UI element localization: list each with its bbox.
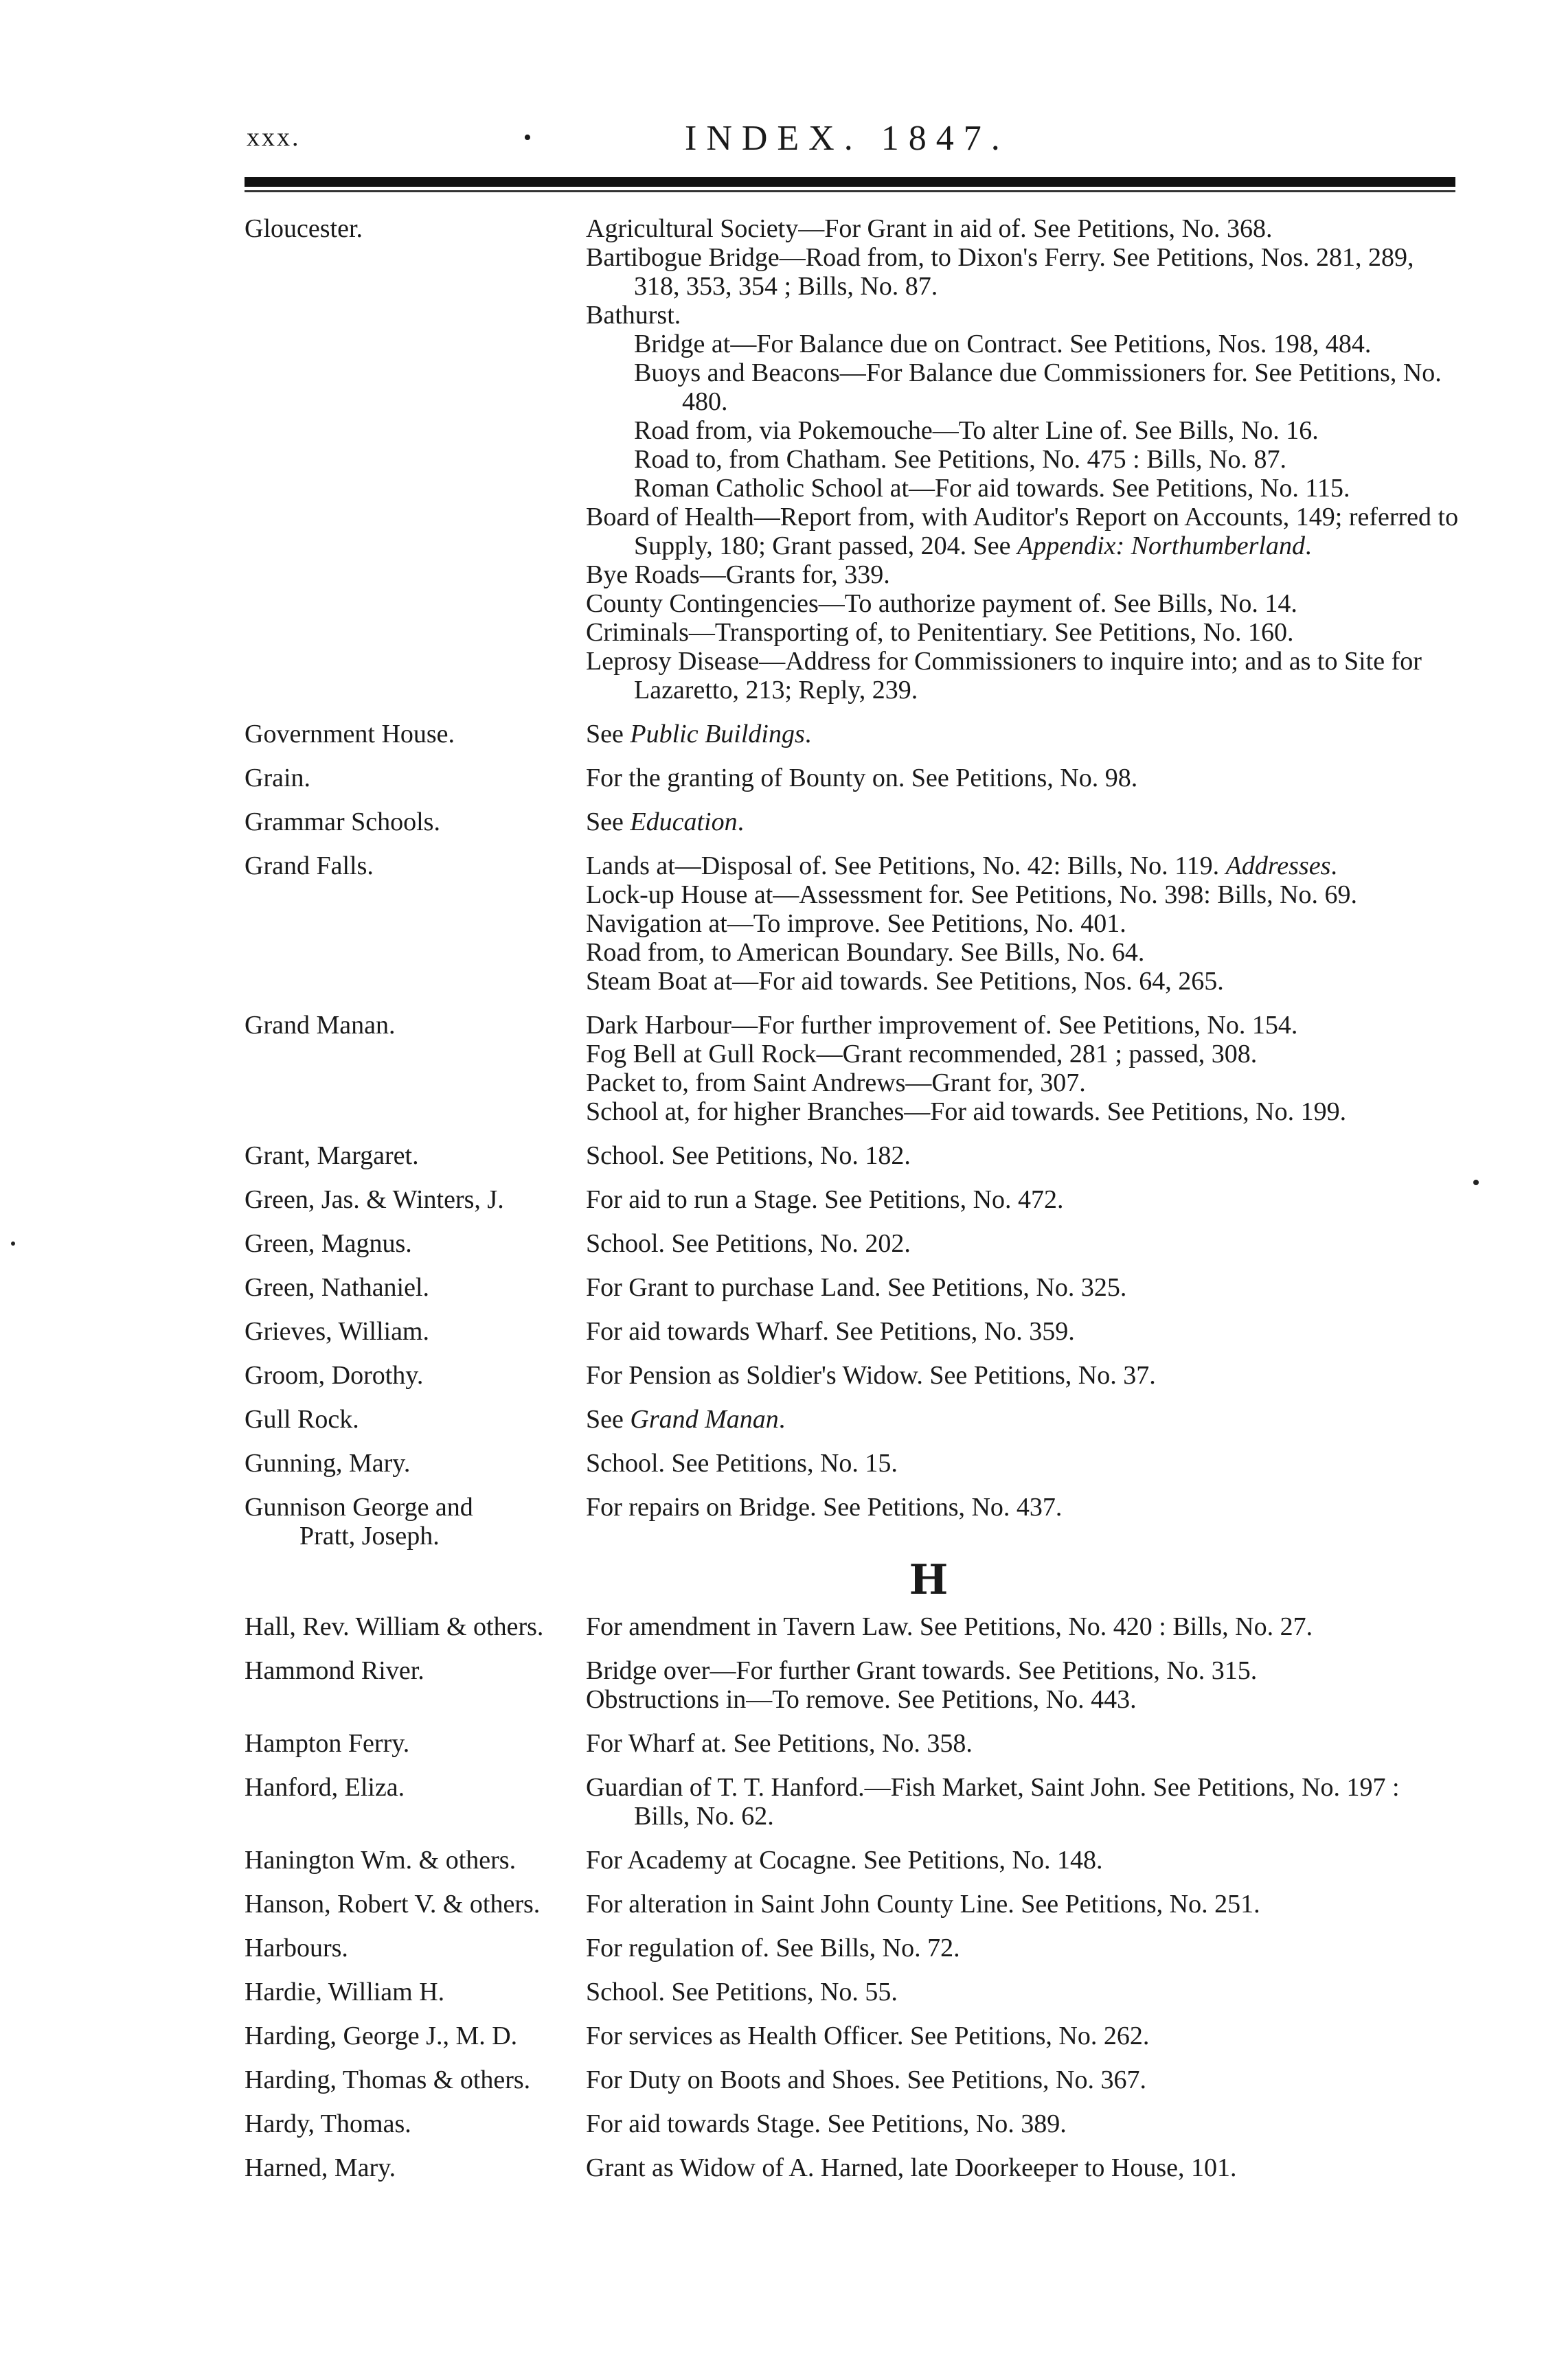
entry-line: Dark Harbour—For further improvement of. See Petitions, No. 154. bbox=[586, 1011, 1298, 1040]
index-entry bbox=[245, 1405, 1460, 1434]
entry-heading: Harned, Mary. bbox=[245, 2153, 396, 2182]
entry-description bbox=[586, 214, 1460, 705]
index-entry bbox=[245, 1978, 1460, 2006]
entry-heading: Grand Manan. bbox=[245, 1011, 396, 1040]
entry-line: For Wharf at. See Petitions, No. 358. bbox=[586, 1729, 973, 1758]
entry-line: See Education. bbox=[586, 808, 745, 836]
entry-description bbox=[586, 1612, 1460, 1641]
entry-description bbox=[586, 720, 1460, 748]
entry-line: School. See Petitions, No. 202. bbox=[586, 1229, 911, 1258]
entry-line: Criminals—Transporting of, to Penitentiary. See Petitions, No. 160. bbox=[586, 618, 1294, 647]
entry-description bbox=[586, 1361, 1460, 1390]
entry-line: See Public Buildings. bbox=[586, 720, 812, 748]
entry-description bbox=[586, 1493, 1460, 1551]
index-entry bbox=[245, 1141, 1460, 1170]
entry-description bbox=[586, 2109, 1460, 2138]
entry-description bbox=[586, 1405, 1460, 1434]
index-entry bbox=[245, 1729, 1460, 1758]
entry-heading: Hardie, William H. bbox=[245, 1978, 445, 2006]
entry-description bbox=[586, 1273, 1460, 1302]
entry-line: For the granting of Bounty on. See Petitions, No. 98. bbox=[586, 764, 1138, 792]
index-entry bbox=[245, 214, 1460, 705]
page-number: xxx. bbox=[247, 123, 301, 152]
entry-line: County Contingencies—To authorize payment of. See Bills, No. 14. bbox=[586, 589, 1297, 618]
index-entry bbox=[245, 1656, 1460, 1714]
entry-line: For Academy at Cocagne. See Petitions, No. 148. bbox=[586, 1846, 1103, 1875]
entry-line: Roman Catholic School at—For aid towards. See Petitions, No. 115. bbox=[634, 474, 1350, 503]
entry-description bbox=[586, 2066, 1460, 2094]
entry-heading: Green, Magnus. bbox=[245, 1229, 412, 1258]
index-entry bbox=[245, 720, 1460, 748]
entry-line: For Duty on Boots and Shoes. See Petitions, No. 367. bbox=[586, 2066, 1146, 2094]
page-header bbox=[0, 119, 1555, 163]
entry-heading: Grammar Schools. bbox=[245, 808, 440, 836]
entry-description bbox=[586, 808, 1460, 836]
entry-description bbox=[586, 1729, 1460, 1758]
entry-line: For aid towards Stage. See Petitions, No. 389. bbox=[586, 2109, 1067, 2138]
index-content bbox=[245, 214, 1460, 2197]
entry-description bbox=[586, 1317, 1460, 1346]
index-entry bbox=[245, 1449, 1460, 1478]
entry-line: For Pension as Soldier's Widow. See Petitions, No. 37. bbox=[586, 1361, 1156, 1390]
entry-line: Bridge at—For Balance due on Contract. See Petitions, Nos. 198, 484. bbox=[634, 330, 1372, 358]
entry-line: Road from, via Pokemouche—To alter Line of. See Bills, No. 16. bbox=[634, 416, 1319, 445]
entry-description bbox=[586, 2022, 1460, 2050]
entry-description bbox=[586, 1978, 1460, 2006]
entry-line: Leprosy Disease—Address for Commissioners to inquire into; and as to Site for Lazaretto, 213; Reply, 239. bbox=[586, 647, 1422, 705]
entry-line: Bathurst. bbox=[586, 301, 681, 330]
entry-description bbox=[586, 1185, 1460, 1214]
index-section-h bbox=[245, 1612, 1460, 2182]
entry-heading: Grieves, William. bbox=[245, 1317, 429, 1346]
entry-heading: Green, Nathaniel. bbox=[245, 1273, 430, 1302]
index-entry bbox=[245, 1011, 1460, 1126]
print-speck bbox=[1473, 1180, 1479, 1185]
entry-line: For repairs on Bridge. See Petitions, No. 437. bbox=[586, 1493, 1063, 1522]
entry-description bbox=[586, 1141, 1460, 1170]
entry-line: School at, for higher Branches—For aid towards. See Petitions, No. 199. bbox=[586, 1097, 1347, 1126]
entry-line: Packet to, from Saint Andrews—Grant for, 307. bbox=[586, 1068, 1086, 1097]
entry-description bbox=[586, 1229, 1460, 1258]
entry-heading: Groom, Dorothy. bbox=[245, 1361, 424, 1390]
entry-heading: Grand Falls. bbox=[245, 851, 374, 880]
entry-line: For alteration in Saint John County Line. See Petitions, No. 251. bbox=[586, 1890, 1260, 1919]
entry-line: For amendment in Tavern Law. See Petitions, No. 420 : Bills, No. 27. bbox=[586, 1612, 1313, 1641]
index-entry bbox=[245, 851, 1460, 996]
entry-line: Road from, to American Boundary. See Bills, No. 64. bbox=[586, 938, 1145, 967]
index-entry bbox=[245, 2022, 1460, 2050]
entry-heading: Gunnison George and Pratt, Joseph. bbox=[245, 1493, 473, 1551]
entry-line: Fog Bell at Gull Rock—Grant recommended, 281 ; passed, 308. bbox=[586, 1040, 1258, 1068]
entry-line: Road to, from Chatham. See Petitions, No. 475 : Bills, No. 87. bbox=[634, 445, 1286, 474]
index-entry bbox=[245, 1612, 1460, 1641]
entry-heading: Government House. bbox=[245, 720, 455, 748]
index-entry bbox=[245, 1229, 1460, 1258]
entry-heading: Hampton Ferry. bbox=[245, 1729, 410, 1758]
entry-line: School. See Petitions, No. 15. bbox=[586, 1449, 898, 1478]
entry-description bbox=[586, 1934, 1460, 1963]
entry-description bbox=[586, 1890, 1460, 1919]
entry-line: For services as Health Officer. See Petitions, No. 262. bbox=[586, 2022, 1150, 2050]
entry-heading: Harbours. bbox=[245, 1934, 348, 1963]
entry-line: For aid to run a Stage. See Petitions, No. 472. bbox=[586, 1185, 1064, 1214]
entry-heading: Grant, Margaret. bbox=[245, 1141, 419, 1170]
entry-line: Obstructions in—To remove. See Petitions, No. 443. bbox=[586, 1685, 1137, 1714]
entry-line: Bye Roads—Grants for, 339. bbox=[586, 560, 890, 589]
print-speck bbox=[11, 1242, 15, 1246]
entry-description bbox=[586, 851, 1460, 996]
index-entry bbox=[245, 2109, 1460, 2138]
section-letter-h: H bbox=[909, 1556, 947, 1604]
index-entry bbox=[245, 1317, 1460, 1346]
entry-description bbox=[586, 1656, 1460, 1714]
index-entry bbox=[245, 1773, 1460, 1831]
index-entry bbox=[245, 764, 1460, 792]
entry-line: School. See Petitions, No. 55. bbox=[586, 1978, 898, 2006]
entry-line: For aid towards Wharf. See Petitions, No. 359. bbox=[586, 1317, 1075, 1346]
index-entry bbox=[245, 808, 1460, 836]
entry-line: Bartibogue Bridge—Road from, to Dixon's Ferry. See Petitions, Nos. 281, 289, 318, 353, 354 ; Bills, No. 87. bbox=[586, 243, 1414, 301]
entry-line: Board of Health—Report from, with Auditor's Report on Accounts, 149; referred to Supply, 180; Grant passed, 204. See Appendix: Northumberland. bbox=[586, 503, 1459, 560]
index-entry bbox=[245, 1185, 1460, 1214]
entry-description bbox=[586, 2153, 1460, 2182]
entry-line: See Grand Manan. bbox=[586, 1405, 786, 1434]
entry-line: For regulation of. See Bills, No. 72. bbox=[586, 1934, 960, 1963]
entry-heading: Hall, Rev. William & others. bbox=[245, 1612, 544, 1641]
index-section-g bbox=[245, 214, 1460, 1551]
entry-heading: Gloucester. bbox=[245, 214, 363, 243]
entry-line: Lands at—Disposal of. See Petitions, No. 42: Bills, No. 119. Addresses. bbox=[586, 851, 1337, 880]
entry-line: Agricultural Society—For Grant in aid of. See Petitions, No. 368. bbox=[586, 214, 1273, 243]
entry-line: Guardian of T. T. Hanford.—Fish Market, Saint John. See Petitions, No. 197 : Bills, No. 62. bbox=[586, 1773, 1400, 1831]
index-entry bbox=[245, 1493, 1460, 1551]
entry-heading: Harding, George J., M. D. bbox=[245, 2022, 518, 2050]
header-rule-thick bbox=[245, 177, 1455, 187]
entry-description bbox=[586, 1773, 1460, 1831]
entry-heading: Gunning, Mary. bbox=[245, 1449, 411, 1478]
header-rule-thin bbox=[245, 190, 1455, 192]
entry-line: Buoys and Beacons—For Balance due Commissioners for. See Petitions, No. 480. bbox=[634, 358, 1442, 416]
entry-heading: Grain. bbox=[245, 764, 311, 792]
entry-heading: Hanson, Robert V. & others. bbox=[245, 1890, 541, 1919]
entry-description bbox=[586, 1846, 1460, 1875]
index-entry bbox=[245, 2066, 1460, 2094]
header-separator: • bbox=[523, 125, 532, 150]
index-entry bbox=[245, 2153, 1460, 2182]
entry-heading: Gull Rock. bbox=[245, 1405, 359, 1434]
entry-heading: Harding, Thomas & others. bbox=[245, 2066, 531, 2094]
index-entry bbox=[245, 1846, 1460, 1875]
index-entry bbox=[245, 1890, 1460, 1919]
index-entry bbox=[245, 1273, 1460, 1302]
entry-line: Navigation at—To improve. See Petitions, No. 401. bbox=[586, 909, 1126, 938]
page-title: INDEX. 1847. bbox=[685, 119, 1010, 158]
entry-description bbox=[586, 1011, 1460, 1126]
entry-line: School. See Petitions, No. 182. bbox=[586, 1141, 911, 1170]
entry-line: Grant as Widow of A. Harned, late Doorkeeper to House, 101. bbox=[586, 2153, 1237, 2182]
entry-heading: Green, Jas. & Winters, J. bbox=[245, 1185, 504, 1214]
entry-line: Bridge over—For further Grant towards. See Petitions, No. 315. bbox=[586, 1656, 1258, 1685]
entry-description bbox=[586, 764, 1460, 792]
entry-line: For Grant to purchase Land. See Petitions, No. 325. bbox=[586, 1273, 1127, 1302]
entry-heading: Hanington Wm. & others. bbox=[245, 1846, 517, 1875]
entry-heading: Hardy, Thomas. bbox=[245, 2109, 411, 2138]
entry-heading: Hanford, Eliza. bbox=[245, 1773, 405, 1802]
index-entry bbox=[245, 1934, 1460, 1963]
index-entry bbox=[245, 1361, 1460, 1390]
entry-description bbox=[586, 1449, 1460, 1478]
entry-heading: Hammond River. bbox=[245, 1656, 424, 1685]
entry-line: Lock-up House at—Assessment for. See Petitions, No. 398: Bills, No. 69. bbox=[586, 880, 1358, 909]
entry-line: Steam Boat at—For aid towards. See Petitions, Nos. 64, 265. bbox=[586, 967, 1224, 996]
